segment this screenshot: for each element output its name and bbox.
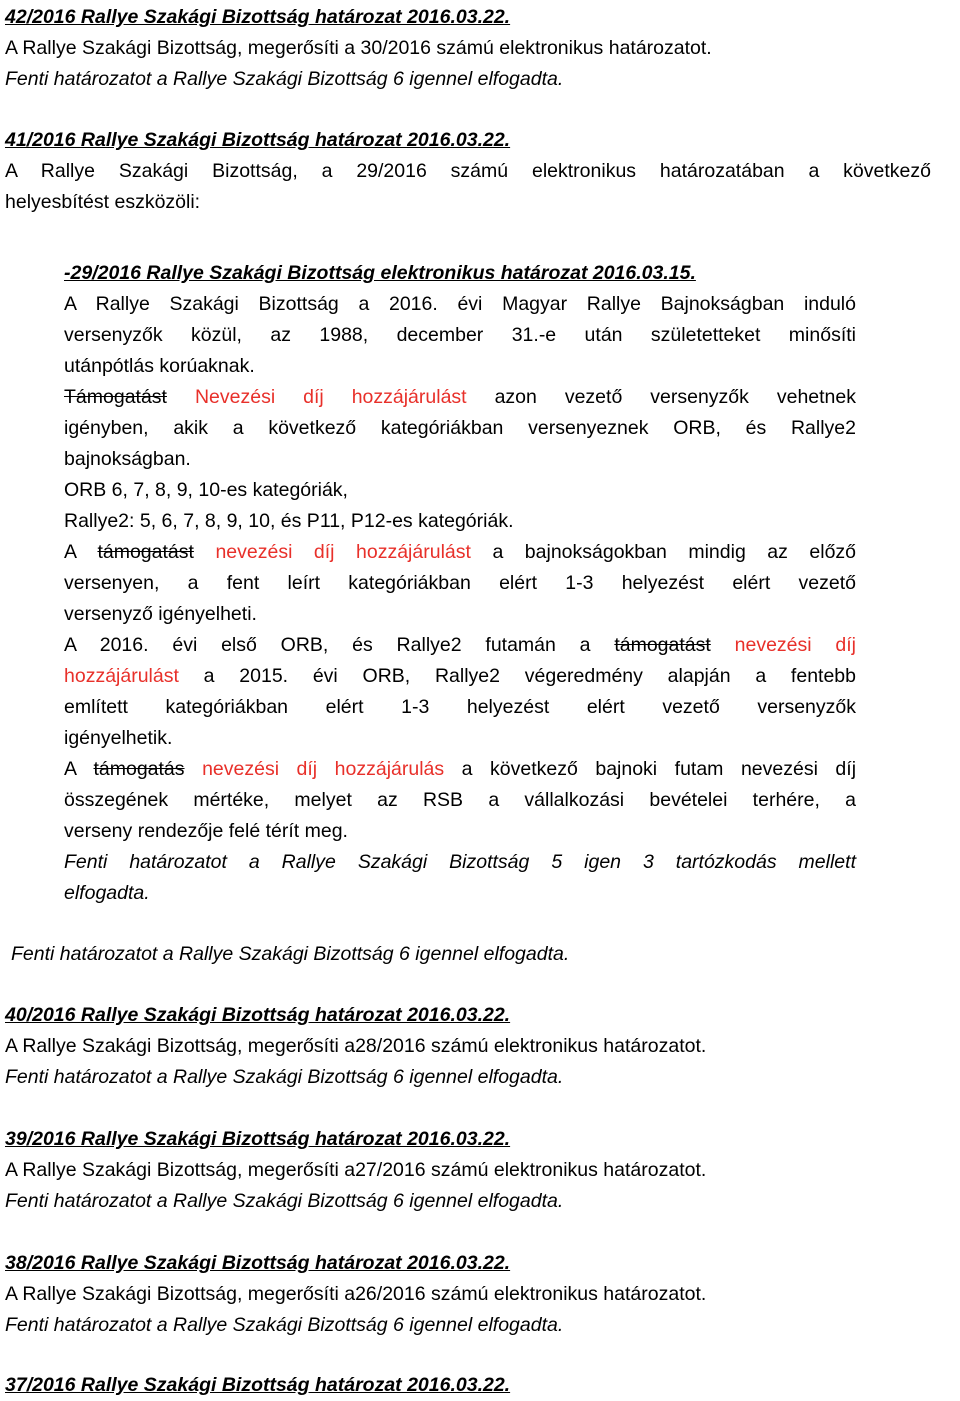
amended-p1-line3: utánpótlás korúaknak.: [64, 355, 255, 377]
resolution-body-39: A Rallye Szakági Bizottság, megerősíti a27/2016 számú elektronikus határozatot.: [5, 1159, 707, 1181]
resolution-body-40: A Rallye Szakági Bizottság, megerősíti a28/2016 számú elektronikus határozatot.: [5, 1035, 707, 1057]
amended-p5-line1: [64, 630, 856, 661]
inserted-text: nevezési díj hozzájárulást: [215, 541, 471, 563]
inserted-text: nevezési díj hozzájárulás: [202, 758, 445, 780]
inserted-text: Nevezési díj hozzájárulást: [194, 386, 467, 408]
amended-p1-line1: A Rallye Szakági Bizottság a 2016. évi Magyar Rallye Bajnokságban induló: [64, 293, 856, 315]
amended-resolution-heading: -29/2016 Rallye Szakági Bizottság elektronikus határozat 2016.03.15.: [64, 262, 696, 284]
resolution-vote-39: Fenti határozatot a Rallye Szakági Bizottság 6 igennel elfogadta.: [5, 1190, 564, 1212]
amended-p3-line2: Rallye2: 5, 6, 7, 8, 9, 10, és P11, P12-es kategóriák.: [64, 510, 514, 532]
amended-p2-line2: igényben, akik a következő kategóriákban versenyeznek ORB, és Rallye2: [64, 417, 856, 439]
p2-rest: azon vezető versenyzők vehetnek: [494, 386, 857, 408]
resolution-vote-41: Fenti határozatot a Rallye Szakági Bizottság 6 igennel elfogadta.: [11, 943, 570, 965]
amended-p5-line2: [64, 661, 856, 692]
resolution-heading-38: 38/2016 Rallye Szakági Bizottság határozat 2016.03.22.: [5, 1252, 511, 1274]
inserted-text: hozzájárulást: [64, 665, 179, 687]
resolution-vote-42: Fenti határozatot a Rallye Szakági Bizottság 6 igennel elfogadta.: [5, 68, 564, 90]
resolution-body-41-line2: helyesbítést eszközöli:: [5, 191, 201, 213]
resolution-vote-40: Fenti határozatot a Rallye Szakági Bizottság 6 igennel elfogadta.: [5, 1066, 564, 1088]
deleted-text: Támogatást: [64, 386, 167, 408]
amended-vote-line1: Fenti határozatot a Rallye Szakági Bizottság 5 igen 3 tartózkodás mellett: [64, 851, 856, 873]
resolution-heading-37: 37/2016 Rallye Szakági Bizottság határozat 2016.03.22.: [5, 1374, 511, 1396]
amended-p4-line2: versenyen, a fent leírt kategóriákban elért 1-3 helyezést elért vezető: [64, 572, 856, 594]
resolution-body-42: A Rallye Szakági Bizottság, megerősíti a 30/2016 számú elektronikus határozatot.: [5, 37, 712, 59]
amended-p2-line3: bajnokságban.: [64, 448, 191, 470]
p6-lead: A: [64, 758, 76, 780]
inserted-text: nevezési díj: [734, 634, 856, 656]
resolution-body-38: A Rallye Szakági Bizottság, megerősíti a26/2016 számú elektronikus határozatot.: [5, 1283, 707, 1305]
resolution-body-41-line1: A Rallye Szakági Bizottság, a 29/2016 számú elektronikus határozatában a következő: [5, 160, 931, 182]
amended-p3-line1: ORB 6, 7, 8, 9, 10-es kategóriák,: [64, 479, 348, 501]
amended-vote-line2: elfogadta.: [64, 882, 150, 904]
amended-p4-line3: versenyző igényelheti.: [64, 603, 257, 625]
deleted-text: támogatás: [93, 758, 185, 780]
resolution-heading-41: 41/2016 Rallye Szakági Bizottság határozat 2016.03.22.: [5, 129, 511, 151]
resolution-heading-40: 40/2016 Rallye Szakági Bizottság határozat 2016.03.22.: [5, 1004, 511, 1026]
amended-p6-line2: összegének mértéke, melyet az RSB a vállalkozási bevételei terhére, a: [64, 789, 856, 811]
deleted-text: támogatást: [614, 634, 711, 656]
amended-p5-line3: említett kategóriákban elért 1-3 helyezést elért vezető versenyzők: [64, 696, 856, 718]
resolution-heading-39: 39/2016 Rallye Szakági Bizottság határozat 2016.03.22.: [5, 1128, 511, 1150]
amended-p5-line4: igényelhetik.: [64, 727, 173, 749]
p4-lead: A: [64, 541, 76, 563]
amended-p6-line1: [64, 754, 856, 785]
p5-lead: A 2016. évi első ORB, és Rallye2 futamán a: [64, 634, 591, 656]
resolution-heading-42: 42/2016 Rallye Szakági Bizottság határozat 2016.03.22.: [5, 6, 511, 28]
deleted-text: támogatást: [97, 541, 194, 563]
amended-p1-line2: versenyzők közül, az 1988, december 31.-e után születetteket minősíti: [64, 324, 856, 346]
amended-p2-line1: [64, 382, 856, 413]
p6-rest: a következő bajnoki futam nevezési díj: [461, 758, 857, 780]
resolution-vote-38: Fenti határozatot a Rallye Szakági Bizottság 6 igennel elfogadta.: [5, 1314, 564, 1336]
amended-p4-line1: [64, 537, 856, 568]
p5-rest: a 2015. évi ORB, Rallye2 végeredmény alapján a fentebb: [203, 665, 856, 687]
p4-rest: a bajnokságokban mindig az előző: [492, 541, 857, 563]
amended-p6-line3: verseny rendezője felé térít meg.: [64, 820, 348, 842]
